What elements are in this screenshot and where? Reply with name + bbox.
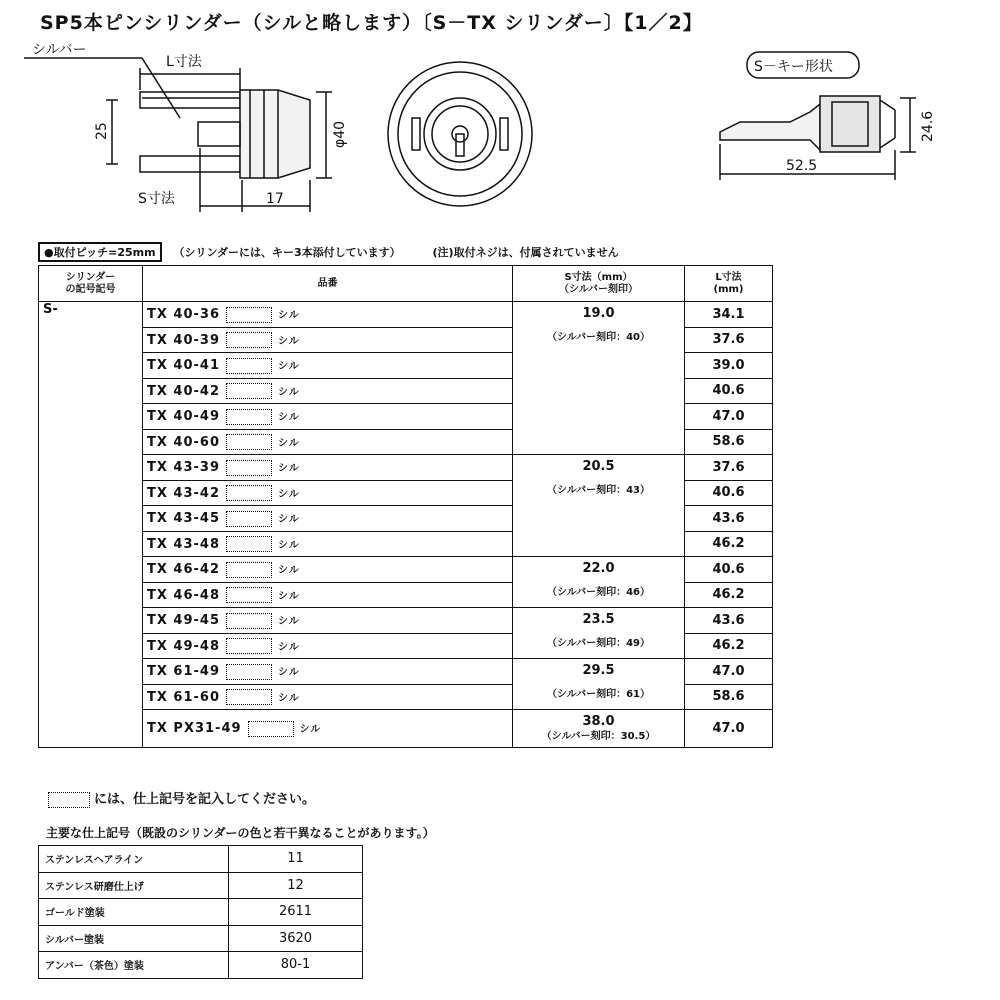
silver-stamp: （シルバー刻印：61）	[547, 689, 650, 700]
finish-code: 11	[229, 846, 363, 873]
product-suffix: シル	[278, 335, 300, 347]
table-header-row	[39, 266, 773, 302]
finish-body	[39, 846, 363, 979]
finish-code-box	[226, 485, 272, 501]
product-suffix: シル	[278, 514, 300, 525]
finish-code-box	[226, 536, 272, 552]
s-dim-value: 22.0	[582, 561, 615, 576]
product-cell	[143, 582, 513, 608]
l-dim-value: 43.6	[685, 608, 773, 634]
product-number: TX 61-60	[147, 689, 220, 705]
s-dim-cell	[513, 302, 685, 455]
label-l-dim: L寸法	[166, 54, 202, 70]
product-number: TX 46-48	[147, 587, 220, 603]
l-dim-value: 39.0	[685, 353, 773, 379]
label-silver: シルバー	[32, 42, 87, 58]
finish-code-box	[48, 792, 90, 808]
finish-code-box	[226, 307, 272, 323]
finish-row	[39, 846, 363, 873]
product-cell	[143, 302, 513, 328]
key-shape-label: S－キー形状	[754, 59, 833, 75]
dim-17: 17	[266, 191, 284, 207]
s-dim-cell	[513, 659, 685, 710]
product-number: TX 40-36	[147, 307, 220, 322]
product-number: TX 43-39	[147, 460, 220, 475]
s-dim-cell	[513, 710, 685, 748]
product-cell	[143, 506, 513, 532]
s-dim-cell	[513, 455, 685, 557]
finish-name: ステンレスヘアライン	[39, 846, 229, 873]
finish-note	[48, 788, 315, 808]
product-suffix: シル	[278, 667, 300, 678]
table-row	[39, 710, 773, 748]
l-dim-value: 40.6	[685, 378, 773, 404]
pitch-note: ●取付ピッチ=25mm	[38, 242, 162, 262]
product-suffix: シル	[278, 641, 300, 653]
product-suffix: シル	[278, 616, 300, 627]
cylinder-front-view	[388, 62, 532, 206]
s-dim-value: 23.5	[582, 612, 615, 627]
product-suffix: シル	[278, 310, 300, 321]
cylinder-table	[38, 265, 773, 748]
screws-note: (注)取付ネジは、付属されていません	[432, 246, 619, 259]
product-number: TX 43-45	[147, 511, 220, 526]
product-suffix: シル	[278, 590, 300, 602]
silver-stamp: （シルバー刻印：43）	[547, 485, 650, 496]
product-number: TX 49-48	[147, 638, 220, 654]
product-number: TX 43-48	[147, 536, 220, 552]
finish-table	[38, 845, 363, 979]
product-cell	[143, 531, 513, 557]
product-suffix: シル	[278, 437, 300, 449]
product-cell	[143, 633, 513, 659]
product-cell	[143, 684, 513, 710]
finish-code-box	[226, 383, 272, 399]
silver-stamp: （シルバー刻印：30.5）	[541, 731, 656, 742]
l-dim-value: 34.1	[685, 302, 773, 328]
finish-code-box	[226, 587, 272, 603]
label-s-dim: S寸法	[138, 191, 175, 207]
finish-code-box	[248, 721, 294, 737]
finish-code-box	[226, 434, 272, 450]
product-cell	[143, 557, 513, 583]
finish-code-box	[226, 409, 272, 425]
header-l-dim: L寸法 (mm)	[685, 266, 773, 302]
dim-52-5: 52.5	[786, 158, 818, 174]
s-dim-value: 19.0	[582, 306, 615, 321]
finish-name: ゴールド塗装	[39, 899, 229, 926]
keys-note: （シリンダーには、キー3本添付しています）	[173, 246, 401, 259]
product-cell	[143, 378, 513, 404]
silver-stamp: （シルバー刻印：40）	[547, 332, 650, 343]
product-suffix: シル	[278, 692, 300, 704]
cylinder-code: S-	[39, 302, 143, 748]
silver-stamp: （シルバー刻印：49）	[547, 638, 650, 649]
finish-code-box	[226, 460, 272, 476]
product-number: TX 43-42	[147, 485, 220, 501]
finish-row	[39, 925, 363, 952]
product-suffix: シル	[278, 412, 300, 423]
s-dim-value: 29.5	[582, 663, 615, 678]
l-dim-value: 40.6	[685, 480, 773, 506]
dim-24-6: 24.6	[920, 110, 936, 142]
l-dim-value: 40.6	[685, 557, 773, 583]
table-body	[39, 302, 773, 748]
product-suffix: シル	[278, 463, 300, 474]
finish-code: 80-1	[229, 952, 363, 979]
cylinder-side-view	[24, 58, 332, 212]
s-dim-value: 20.5	[582, 459, 615, 474]
finish-code-box	[226, 332, 272, 348]
header-product: 品番	[143, 266, 513, 302]
l-dim-value: 46.2	[685, 582, 773, 608]
l-dim-value: 46.2	[685, 531, 773, 557]
product-cell	[143, 353, 513, 379]
product-cell	[143, 608, 513, 634]
finish-code: 2611	[229, 899, 363, 926]
finish-code-box	[226, 511, 272, 527]
finish-code-box	[226, 562, 272, 578]
s-dim-value: 38.0	[582, 714, 615, 729]
table-row	[39, 557, 773, 583]
product-number: TX 40-42	[147, 383, 220, 399]
product-cell	[143, 429, 513, 455]
finish-code-box	[226, 638, 272, 654]
finish-name: ステンレス研磨仕上げ	[39, 872, 229, 899]
finish-name: シルバー塗装	[39, 925, 229, 952]
product-cell	[143, 404, 513, 430]
product-suffix: シル	[299, 724, 322, 736]
product-number: TX 61-49	[147, 664, 220, 679]
product-number: TX PX31-49	[147, 721, 242, 737]
finish-note-text: には、仕上記号を記入してください。	[94, 792, 316, 807]
technical-drawings	[20, 40, 980, 230]
notes-row	[38, 242, 958, 262]
finish-code-box	[226, 689, 272, 705]
product-suffix: シル	[278, 488, 300, 500]
product-cell	[143, 327, 513, 353]
finish-row	[39, 899, 363, 926]
product-number: TX 40-39	[147, 332, 220, 348]
product-number: TX 40-60	[147, 434, 220, 450]
s-dim-cell	[513, 557, 685, 608]
table-row	[39, 455, 773, 481]
drawings-svg	[20, 40, 980, 230]
product-cell	[143, 659, 513, 685]
product-cell	[143, 710, 513, 748]
finish-code-box	[226, 358, 272, 374]
s-dim-cell	[513, 608, 685, 659]
page-title: SP5本ピンシリンダー（シルと略します）〔S－TX シリンダー〕【1／2】	[40, 12, 703, 34]
product-cell	[143, 455, 513, 481]
finish-code-box	[226, 613, 272, 629]
l-dim-value: 37.6	[685, 327, 773, 353]
finish-code: 12	[229, 872, 363, 899]
l-dim-value: 47.0	[685, 659, 773, 685]
l-dim-value: 58.6	[685, 684, 773, 710]
product-suffix: シル	[278, 386, 300, 398]
l-dim-value: 46.2	[685, 633, 773, 659]
product-number: TX 49-45	[147, 613, 220, 628]
l-dim-value: 43.6	[685, 506, 773, 532]
l-dim-value: 37.6	[685, 455, 773, 481]
finish-code-box	[226, 664, 272, 680]
header-s-dim: S寸法（mm） （シルバー刻印）	[513, 266, 685, 302]
product-cell	[143, 480, 513, 506]
product-suffix: シル	[278, 539, 300, 551]
finish-name: アンバー（茶色）塗装	[39, 952, 229, 979]
finish-title: 主要な仕上記号（既設のシリンダーの色と若干異なることがあります。）	[46, 826, 435, 840]
product-number: TX 40-41	[147, 358, 220, 373]
product-suffix: シル	[278, 361, 300, 372]
product-number: TX 46-42	[147, 562, 220, 577]
product-suffix: シル	[278, 565, 300, 576]
table-row	[39, 659, 773, 685]
dim-phi40: φ40	[332, 120, 348, 148]
product-number: TX 40-49	[147, 409, 220, 424]
finish-row	[39, 872, 363, 899]
l-dim-value: 47.0	[685, 404, 773, 430]
table-row	[39, 608, 773, 634]
finish-row	[39, 952, 363, 979]
l-dim-value: 47.0	[685, 710, 773, 748]
dim-25: 25	[94, 122, 110, 140]
table-row	[39, 302, 773, 328]
header-cylinder: シリンダー の記号記号	[39, 266, 143, 302]
finish-code: 3620	[229, 925, 363, 952]
silver-stamp: （シルバー刻印：46）	[547, 587, 650, 598]
l-dim-value: 58.6	[685, 429, 773, 455]
